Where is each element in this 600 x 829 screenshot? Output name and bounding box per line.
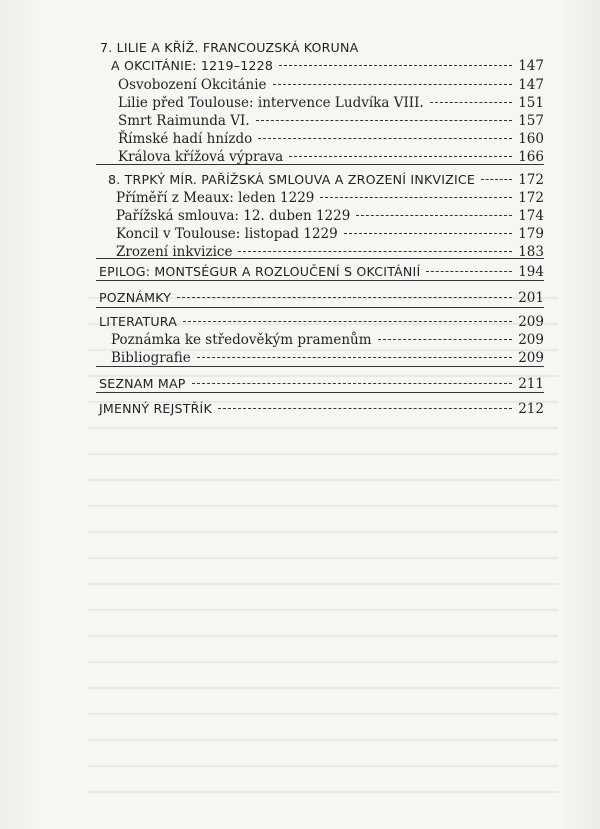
leader-dots <box>197 357 512 358</box>
toc-item: Králova křížová výprava 166 <box>118 149 544 165</box>
page-number: 179 <box>518 226 544 242</box>
leader-dots <box>426 271 512 272</box>
toc-item: Bibliografie 209 <box>111 350 544 366</box>
seznam-map-entry: SEZNAM MAP 211 <box>99 376 544 392</box>
leader-dots <box>289 156 512 157</box>
section-divider <box>96 307 544 308</box>
page-number: 209 <box>518 332 544 348</box>
toc-item: Příměří z Meaux: leden 1229 172 <box>116 190 544 206</box>
chapter-7-title-line1: 7. LILIE A KŘÍŽ. FRANCOUZSKÁ KORUNA <box>100 40 359 55</box>
section-divider <box>96 392 544 393</box>
poznamky-entry: POZNÁMKY 201 <box>99 290 544 306</box>
section-divider <box>96 164 544 165</box>
leader-dots <box>378 339 512 340</box>
leader-dots <box>481 179 512 180</box>
page-number: 147 <box>518 77 544 93</box>
leader-dots <box>258 138 512 139</box>
leader-dots <box>279 65 512 66</box>
page-number: 166 <box>518 149 544 165</box>
literatura-entry: LITERATURA 209 <box>99 314 544 330</box>
toc-item: Lilie před Toulouse: intervence Ludvíka VIII. 151 <box>118 95 544 111</box>
toc-item: Osvobození Okcitánie 147 <box>118 77 544 93</box>
toc-item: Zrození inkvizice 183 <box>116 244 544 260</box>
chapter-7-entry: A OKCITÁNIE: 1219–1228 147 <box>111 58 544 74</box>
page-number: 151 <box>518 95 544 111</box>
section-divider <box>96 258 544 259</box>
page-number: 157 <box>518 113 544 129</box>
page-number: 183 <box>518 244 544 260</box>
page-number: 211 <box>518 376 544 392</box>
page-number: 194 <box>518 264 544 280</box>
page-number: 209 <box>518 314 544 330</box>
toc-item: Poznámka ke středověkým pramenům 209 <box>111 332 544 348</box>
leader-dots <box>192 383 512 384</box>
toc-item: Římské hadí hnízdo 160 <box>118 131 544 147</box>
page-number: 172 <box>518 190 544 206</box>
epilog-entry: EPILOG: MONTSÉGUR A ROZLOUČENÍ S OKCITÁNIÍ 194 <box>99 264 544 280</box>
leader-dots <box>430 102 512 103</box>
chapter-8-entry: 8. TRPKÝ MÍR. PAŘÍŽSKÁ SMLOUVA A ZROZENÍ INKVIZICE 172 <box>108 172 544 188</box>
leader-dots <box>183 321 512 322</box>
leader-dots <box>273 84 512 85</box>
page-number: 160 <box>518 131 544 147</box>
page-number: 174 <box>518 208 544 224</box>
leader-dots <box>256 120 512 121</box>
page-number: 201 <box>518 290 544 306</box>
page-number: 209 <box>518 350 544 366</box>
rejstrik-entry: JMENNÝ REJSTŘÍK 212 <box>99 401 544 417</box>
page-number: 147 <box>518 58 544 74</box>
leader-dots <box>320 197 512 198</box>
section-divider <box>96 366 544 367</box>
leader-dots <box>218 408 512 409</box>
page-number: 172 <box>518 172 544 188</box>
leader-dots <box>238 251 512 252</box>
toc-item: Pařížská smlouva: 12. duben 1229 174 <box>116 208 544 224</box>
page-number: 212 <box>518 401 544 417</box>
section-divider <box>96 280 544 281</box>
leader-dots <box>356 215 512 216</box>
toc-item: Koncil v Toulouse: listopad 1229 179 <box>116 226 544 242</box>
leader-dots <box>177 297 512 298</box>
leader-dots <box>344 233 512 234</box>
toc-item: Smrt Raimunda VI. 157 <box>118 113 544 129</box>
